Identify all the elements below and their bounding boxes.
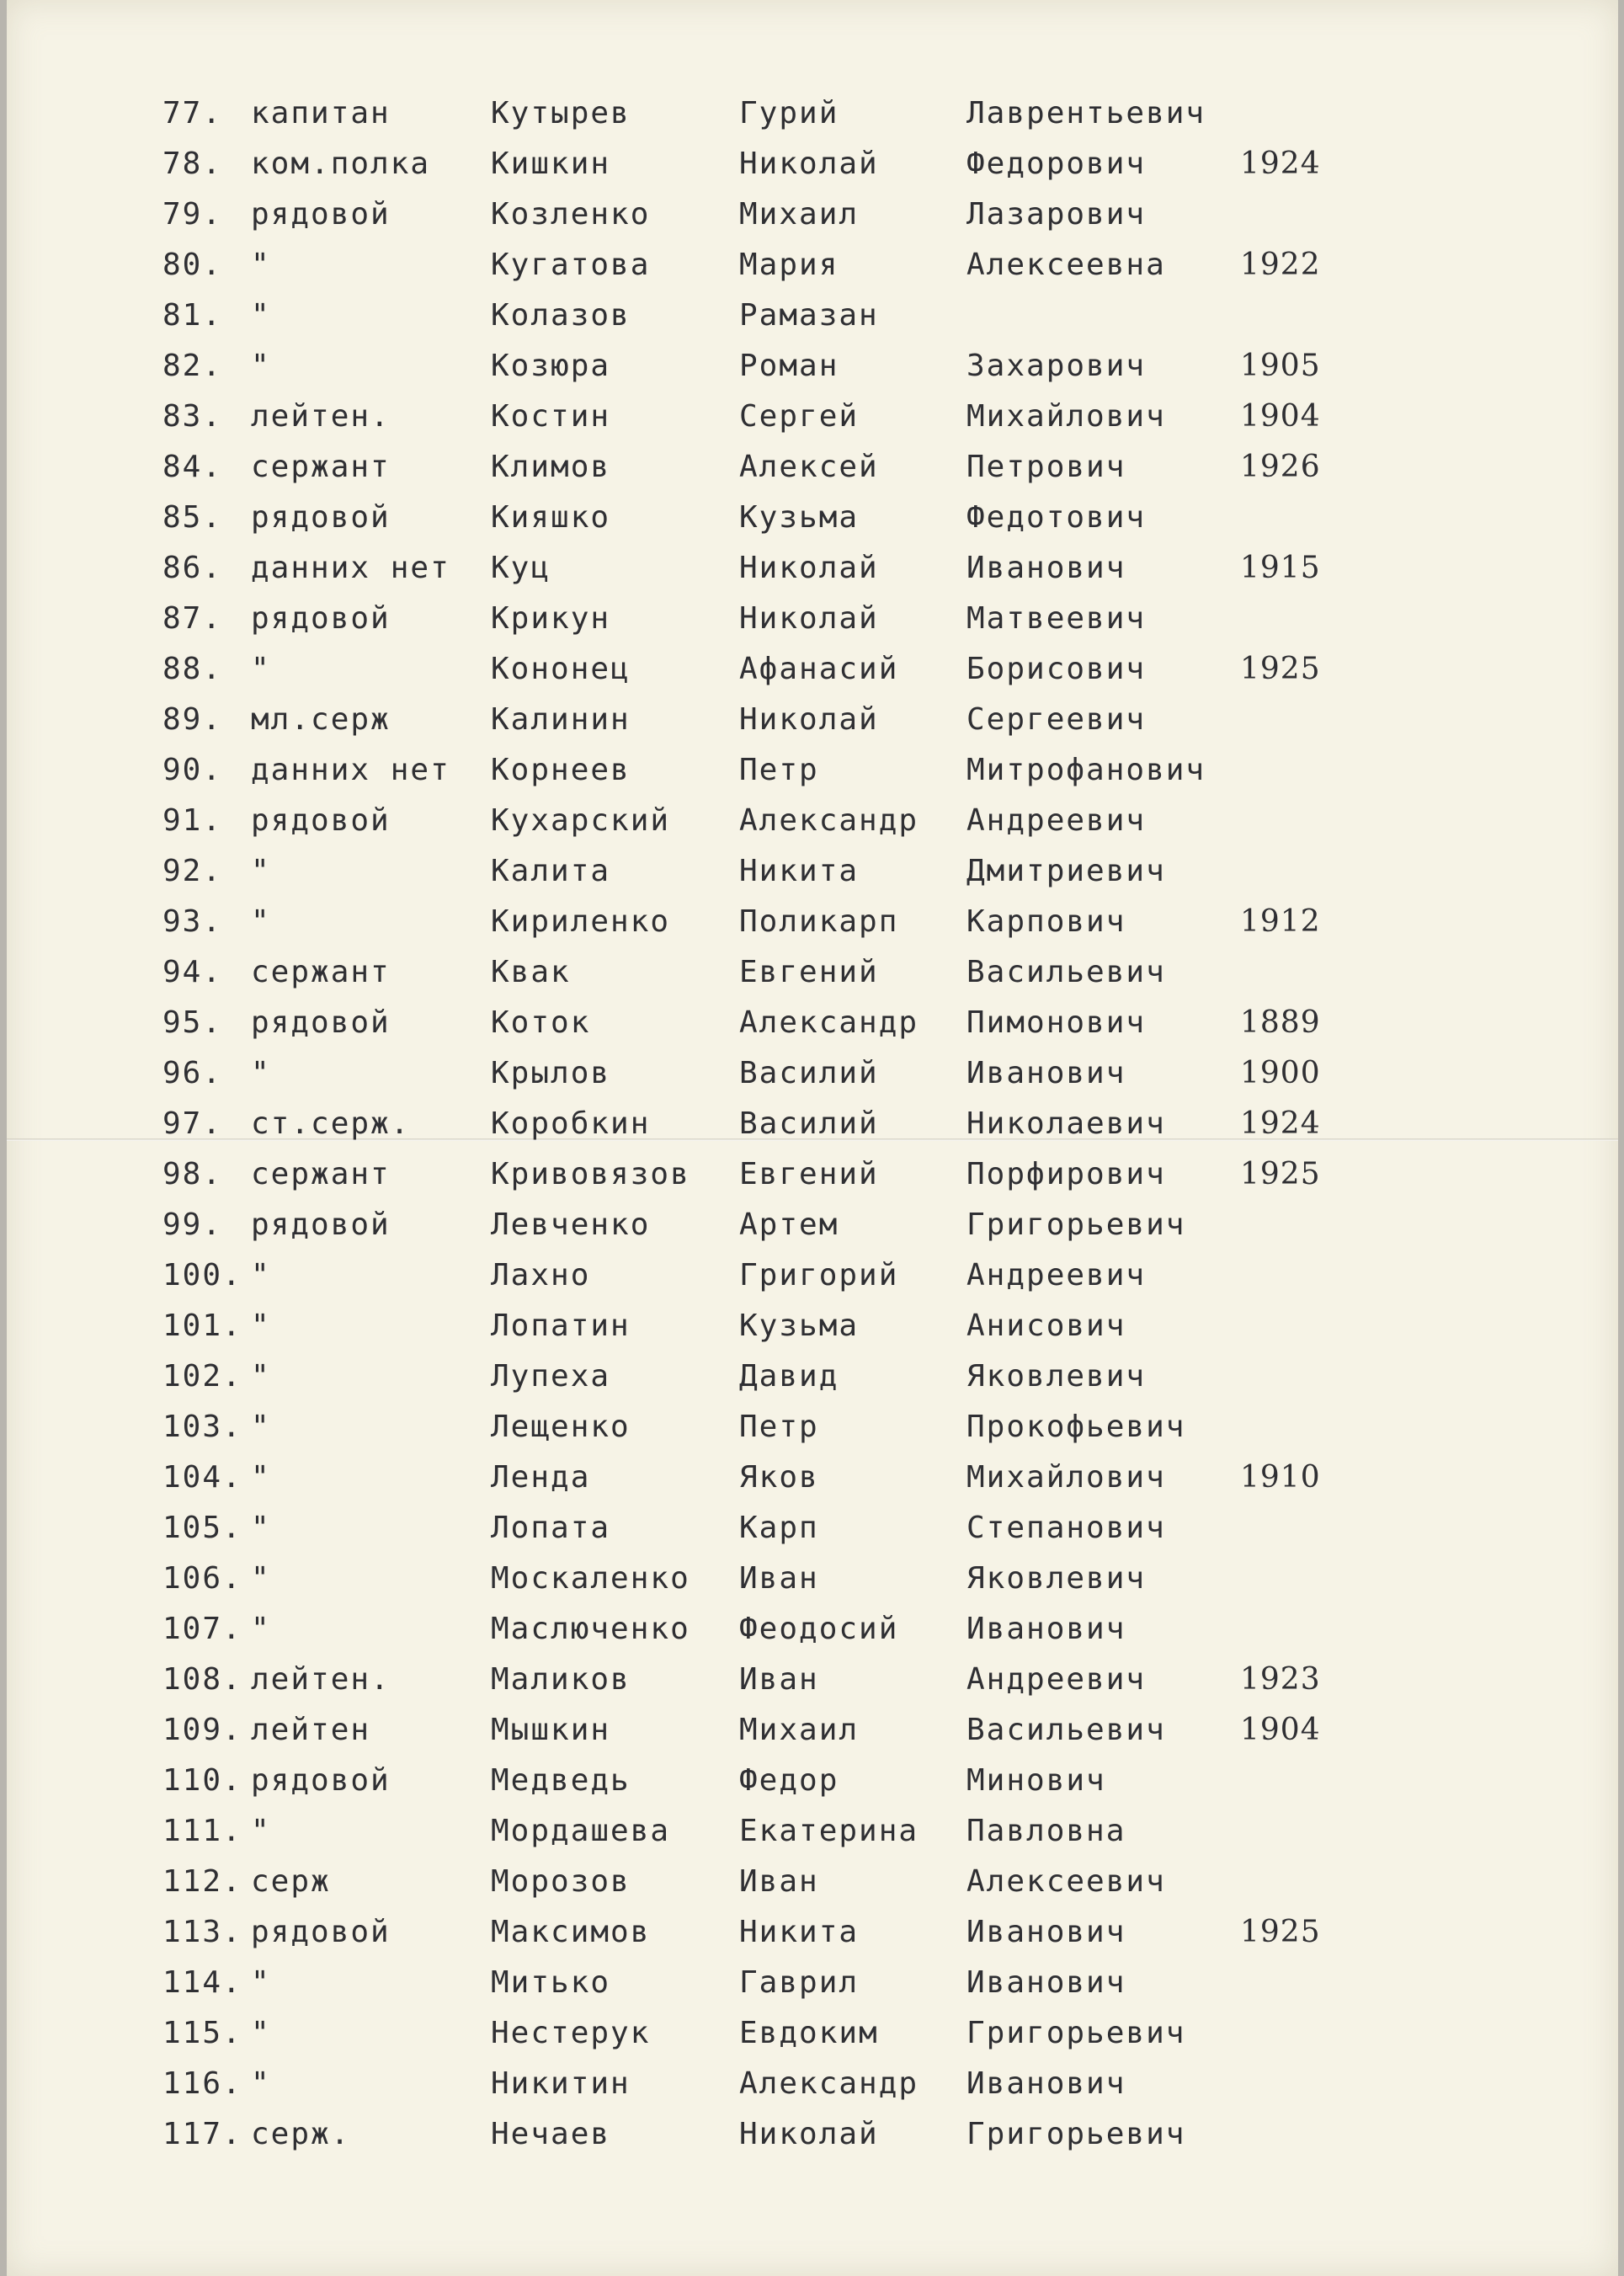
birth-year: 1922: [1240, 248, 1321, 282]
list-item: [7, 1452, 1618, 1503]
entry-number: 116.: [162, 2066, 242, 2101]
rank: серж.: [251, 2117, 351, 2151]
first-name: Поликарп: [739, 904, 899, 939]
list-item: [7, 88, 1618, 139]
patronymic: Иванович: [966, 551, 1126, 585]
first-name: Карп: [739, 1511, 819, 1545]
patronymic: Захарович: [966, 349, 1147, 383]
patronymic: Михайлович: [966, 399, 1166, 434]
first-name: Николай: [739, 147, 879, 181]
list-item: [7, 240, 1618, 290]
rank: сержант: [251, 450, 391, 484]
rank: ": [251, 1814, 271, 1848]
list-item: [7, 1907, 1618, 1958]
first-name: Иван: [739, 1864, 819, 1899]
surname: Колазов: [491, 298, 631, 333]
birth-year: 1904: [1240, 1713, 1321, 1747]
surname: Крикун: [491, 601, 611, 636]
rank: ": [251, 1258, 271, 1293]
surname: Морозов: [491, 1864, 631, 1899]
surname: Нечаев: [491, 2117, 611, 2151]
rank: ст.серж.: [251, 1106, 411, 1141]
rank: ": [251, 1965, 271, 2000]
rank: рядовой: [251, 1005, 391, 1040]
first-name: Иван: [739, 1561, 819, 1596]
surname: Маликов: [491, 1662, 631, 1697]
patronymic: Борисович: [966, 652, 1147, 686]
surname: Никитин: [491, 2066, 631, 2101]
first-name: Кузьма: [739, 500, 860, 535]
list-item: [7, 594, 1618, 644]
entry-number: 84.: [162, 450, 223, 484]
first-name: Николай: [739, 551, 879, 585]
surname: Козленко: [491, 197, 651, 232]
patronymic: Сергеевич: [966, 702, 1147, 737]
first-name: Феодосий: [739, 1612, 899, 1646]
entry-number: 109.: [162, 1713, 242, 1747]
patronymic: Андреевич: [966, 1258, 1147, 1293]
first-name: Никита: [739, 1915, 860, 1949]
list-item: [7, 1402, 1618, 1452]
entry-number: 102.: [162, 1359, 242, 1394]
surname: Лопатин: [491, 1309, 631, 1343]
rank: ": [251, 652, 271, 686]
rank: ": [251, 248, 271, 282]
rank: ": [251, 1561, 271, 1596]
birth-year: 1923: [1240, 1662, 1321, 1697]
first-name: Сергей: [739, 399, 860, 434]
rank: лейтен.: [251, 1662, 391, 1697]
first-name: Никита: [739, 854, 860, 888]
list-item: [7, 644, 1618, 695]
first-name: Гурий: [739, 96, 839, 131]
surname: Калинин: [491, 702, 631, 737]
rank: ком.полка: [251, 147, 431, 181]
entry-number: 80.: [162, 248, 223, 282]
surname: Лахно: [491, 1258, 591, 1293]
entry-number: 85.: [162, 500, 223, 535]
surname: Левченко: [491, 1207, 651, 1242]
entry-number: 104.: [162, 1460, 242, 1495]
birth-year: 1912: [1240, 904, 1321, 939]
list-item: [7, 290, 1618, 341]
rank: мл.серж: [251, 702, 391, 737]
entry-number: 111.: [162, 1814, 242, 1848]
first-name: Александр: [739, 803, 919, 838]
patronymic: Иванович: [966, 1915, 1126, 1949]
surname: Коток: [491, 1005, 591, 1040]
entry-number: 108.: [162, 1662, 242, 1697]
patronymic: Васильевич: [966, 955, 1166, 989]
rank: рядовой: [251, 803, 391, 838]
rank: серж: [251, 1864, 331, 1899]
surname: Кухарский: [491, 803, 671, 838]
first-name: Иван: [739, 1662, 819, 1697]
entry-number: 90.: [162, 753, 223, 787]
list-item: [7, 998, 1618, 1048]
list-item: [7, 392, 1618, 442]
first-name: Михаил: [739, 197, 860, 232]
entry-number: 113.: [162, 1915, 242, 1949]
rank: данних нет: [251, 753, 450, 787]
list-item: [7, 1301, 1618, 1351]
patronymic: Яковлевич: [966, 1359, 1147, 1394]
entry-number: 99.: [162, 1207, 223, 1242]
list-item: [7, 1655, 1618, 1705]
first-name: Александр: [739, 1005, 919, 1040]
list-item: [7, 1149, 1618, 1200]
list-item: [7, 2059, 1618, 2109]
birth-year: 1925: [1240, 652, 1321, 686]
entry-number: 86.: [162, 551, 223, 585]
patronymic: Иванович: [966, 1965, 1126, 2000]
birth-year: 1925: [1240, 1157, 1321, 1191]
entry-number: 114.: [162, 1965, 242, 2000]
rank: рядовой: [251, 197, 391, 232]
rank: ": [251, 1410, 271, 1444]
entry-number: 96.: [162, 1056, 223, 1090]
entry-number: 95.: [162, 1005, 223, 1040]
first-name: Василий: [739, 1056, 879, 1090]
list-item: [7, 695, 1618, 745]
rank: рядовой: [251, 1207, 391, 1242]
list-item: [7, 341, 1618, 392]
patronymic: Андреевич: [966, 1662, 1147, 1697]
entry-number: 92.: [162, 854, 223, 888]
entry-number: 88.: [162, 652, 223, 686]
entry-number: 115.: [162, 2016, 242, 2050]
rank: сержант: [251, 955, 391, 989]
patronymic: Степанович: [966, 1511, 1166, 1545]
first-name: Николай: [739, 2117, 879, 2151]
patronymic: Петрович: [966, 450, 1126, 484]
entry-number: 100.: [162, 1258, 242, 1293]
entry-number: 98.: [162, 1157, 223, 1191]
entry-number: 94.: [162, 955, 223, 989]
birth-year: 1924: [1240, 147, 1321, 181]
entry-number: 101.: [162, 1309, 242, 1343]
birth-year: 1910: [1240, 1460, 1321, 1495]
patronymic: Порфирович: [966, 1157, 1166, 1191]
list-item: [7, 1756, 1618, 1806]
entry-number: 83.: [162, 399, 223, 434]
birth-year: 1900: [1240, 1056, 1321, 1090]
surname: Кононец: [491, 652, 631, 686]
surname: Кишкин: [491, 147, 611, 181]
rank: рядовой: [251, 1763, 391, 1798]
rank: ": [251, 1359, 271, 1394]
first-name: Роман: [739, 349, 839, 383]
list-item: [7, 1099, 1618, 1149]
entry-number: 82.: [162, 349, 223, 383]
surname: Мордашева: [491, 1814, 671, 1848]
surname: Кириленко: [491, 904, 671, 939]
list-item: [7, 947, 1618, 998]
first-name: Петр: [739, 1410, 819, 1444]
surname: Корнеев: [491, 753, 631, 787]
entry-number: 81.: [162, 298, 223, 333]
list-item: [7, 189, 1618, 240]
patronymic: Пимонович: [966, 1005, 1147, 1040]
surname: Квак: [491, 955, 571, 989]
rank: ": [251, 298, 271, 333]
list-item: [7, 897, 1618, 947]
birth-year: 1915: [1240, 551, 1321, 585]
first-name: Евдоким: [739, 2016, 879, 2050]
surname: Максимов: [491, 1915, 651, 1949]
entry-number: 87.: [162, 601, 223, 636]
entry-number: 78.: [162, 147, 223, 181]
surname: Куц: [491, 551, 551, 585]
patronymic: Карпович: [966, 904, 1126, 939]
rank: рядовой: [251, 500, 391, 535]
patronymic: Алексеевна: [966, 248, 1166, 282]
patronymic: Иванович: [966, 1612, 1126, 1646]
first-name: Алексей: [739, 450, 879, 484]
first-name: Афанасий: [739, 652, 899, 686]
list-item: [7, 1857, 1618, 1907]
first-name: Кузьма: [739, 1309, 860, 1343]
first-name: Евгений: [739, 1157, 879, 1191]
list-item: [7, 1705, 1618, 1756]
first-name: Артем: [739, 1207, 839, 1242]
rank: ": [251, 1056, 271, 1090]
list-item: [7, 1250, 1618, 1301]
entry-number: 106.: [162, 1561, 242, 1596]
entry-number: 97.: [162, 1106, 223, 1141]
birth-year: 1924: [1240, 1106, 1321, 1141]
surname: Козюра: [491, 349, 611, 383]
list-item: [7, 543, 1618, 594]
list-item: [7, 846, 1618, 897]
first-name: Яков: [739, 1460, 819, 1495]
first-name: Николай: [739, 601, 879, 636]
patronymic: Николаевич: [966, 1106, 1166, 1141]
patronymic: Михайлович: [966, 1460, 1166, 1495]
list-item: [7, 2008, 1618, 2059]
list-item: [7, 1604, 1618, 1655]
patronymic: Васильевич: [966, 1713, 1166, 1747]
entry-number: 117.: [162, 2117, 242, 2151]
surname: Кугатова: [491, 248, 651, 282]
rank: ": [251, 904, 271, 939]
list-item: [7, 745, 1618, 796]
entry-number: 103.: [162, 1410, 242, 1444]
first-name: Петр: [739, 753, 819, 787]
list-item: [7, 1958, 1618, 2008]
first-name: Евгений: [739, 955, 879, 989]
list-item: [7, 1351, 1618, 1402]
first-name: Василий: [739, 1106, 879, 1141]
rank: сержант: [251, 1157, 391, 1191]
rank: рядовой: [251, 601, 391, 636]
patronymic: Матвеевич: [966, 601, 1147, 636]
rank: ": [251, 1460, 271, 1495]
patronymic: Андреевич: [966, 803, 1147, 838]
surname: Коробкин: [491, 1106, 651, 1141]
list-item: [7, 796, 1618, 846]
birth-year: 1926: [1240, 450, 1321, 484]
surname: Кутырев: [491, 96, 631, 131]
surname: Лещенко: [491, 1410, 631, 1444]
first-name: Гаврил: [739, 1965, 860, 2000]
patronymic: Митрофанович: [966, 753, 1206, 787]
birth-year: 1925: [1240, 1915, 1321, 1949]
entry-number: 112.: [162, 1864, 242, 1899]
first-name: Мария: [739, 248, 839, 282]
rank: ": [251, 349, 271, 383]
patronymic: Дмитриевич: [966, 854, 1166, 888]
rank: ": [251, 2066, 271, 2101]
list-item: [7, 1200, 1618, 1250]
first-name: Рамазан: [739, 298, 879, 333]
patronymic: Лазарович: [966, 197, 1147, 232]
first-name: Давид: [739, 1359, 839, 1394]
first-name: Федор: [739, 1763, 839, 1798]
patronymic: Григорьевич: [966, 2117, 1186, 2151]
surname: Лупеха: [491, 1359, 611, 1394]
surname: Кияшко: [491, 500, 611, 535]
rank: ": [251, 1511, 271, 1545]
entry-number: 105.: [162, 1511, 242, 1545]
surname: Мышкин: [491, 1713, 611, 1747]
rank: ": [251, 2016, 271, 2050]
surname: Костин: [491, 399, 611, 434]
patronymic: Анисович: [966, 1309, 1126, 1343]
patronymic: Прокофьевич: [966, 1410, 1186, 1444]
patronymic: Григорьевич: [966, 1207, 1186, 1242]
rank: ": [251, 854, 271, 888]
rank: капитан: [251, 96, 391, 131]
list-item: [7, 1048, 1618, 1099]
patronymic: Иванович: [966, 1056, 1126, 1090]
surname: Маслюченко: [491, 1612, 690, 1646]
first-name: Екатерина: [739, 1814, 919, 1848]
surname: Климов: [491, 450, 611, 484]
rank: лейтен: [251, 1713, 371, 1747]
patronymic: Федорович: [966, 147, 1147, 181]
birth-year: 1889: [1240, 1005, 1321, 1040]
patronymic: Лаврентьевич: [966, 96, 1206, 131]
rank: рядовой: [251, 1915, 391, 1949]
patronymic: Яковлевич: [966, 1561, 1147, 1596]
list-item: [7, 1554, 1618, 1604]
rank: ": [251, 1612, 271, 1646]
personnel-list: [7, 88, 1618, 2160]
surname: Ленда: [491, 1460, 591, 1495]
surname: Крылов: [491, 1056, 611, 1090]
list-item: [7, 442, 1618, 493]
first-name: Николай: [739, 702, 879, 737]
patronymic: Павловна: [966, 1814, 1126, 1848]
entry-number: 107.: [162, 1612, 242, 1646]
surname: Кривовязов: [491, 1157, 690, 1191]
entry-number: 79.: [162, 197, 223, 232]
entry-number: 91.: [162, 803, 223, 838]
patronymic: Григорьевич: [966, 2016, 1186, 2050]
entry-number: 93.: [162, 904, 223, 939]
patronymic: Алексеевич: [966, 1864, 1166, 1899]
entry-number: 77.: [162, 96, 223, 131]
surname: Москаленко: [491, 1561, 690, 1596]
first-name: Александр: [739, 2066, 919, 2101]
surname: Лопата: [491, 1511, 611, 1545]
entry-number: 89.: [162, 702, 223, 737]
first-name: Григорий: [739, 1258, 899, 1293]
list-item: [7, 493, 1618, 543]
list-item: [7, 1806, 1618, 1857]
document-page: [7, 0, 1618, 2276]
rank: лейтен.: [251, 399, 391, 434]
list-item: [7, 2109, 1618, 2160]
first-name: Михаил: [739, 1713, 860, 1747]
list-item: [7, 1503, 1618, 1554]
surname: Митько: [491, 1965, 611, 2000]
birth-year: 1904: [1240, 399, 1321, 434]
surname: Медведь: [491, 1763, 631, 1798]
list-item: [7, 139, 1618, 189]
patronymic: Иванович: [966, 2066, 1126, 2101]
surname: Калита: [491, 854, 611, 888]
rank: ": [251, 1309, 271, 1343]
rank: данних нет: [251, 551, 450, 585]
birth-year: 1905: [1240, 349, 1321, 383]
entry-number: 110.: [162, 1763, 242, 1798]
patronymic: Федотович: [966, 500, 1147, 535]
surname: Нестерук: [491, 2016, 651, 2050]
patronymic: Минович: [966, 1763, 1106, 1798]
